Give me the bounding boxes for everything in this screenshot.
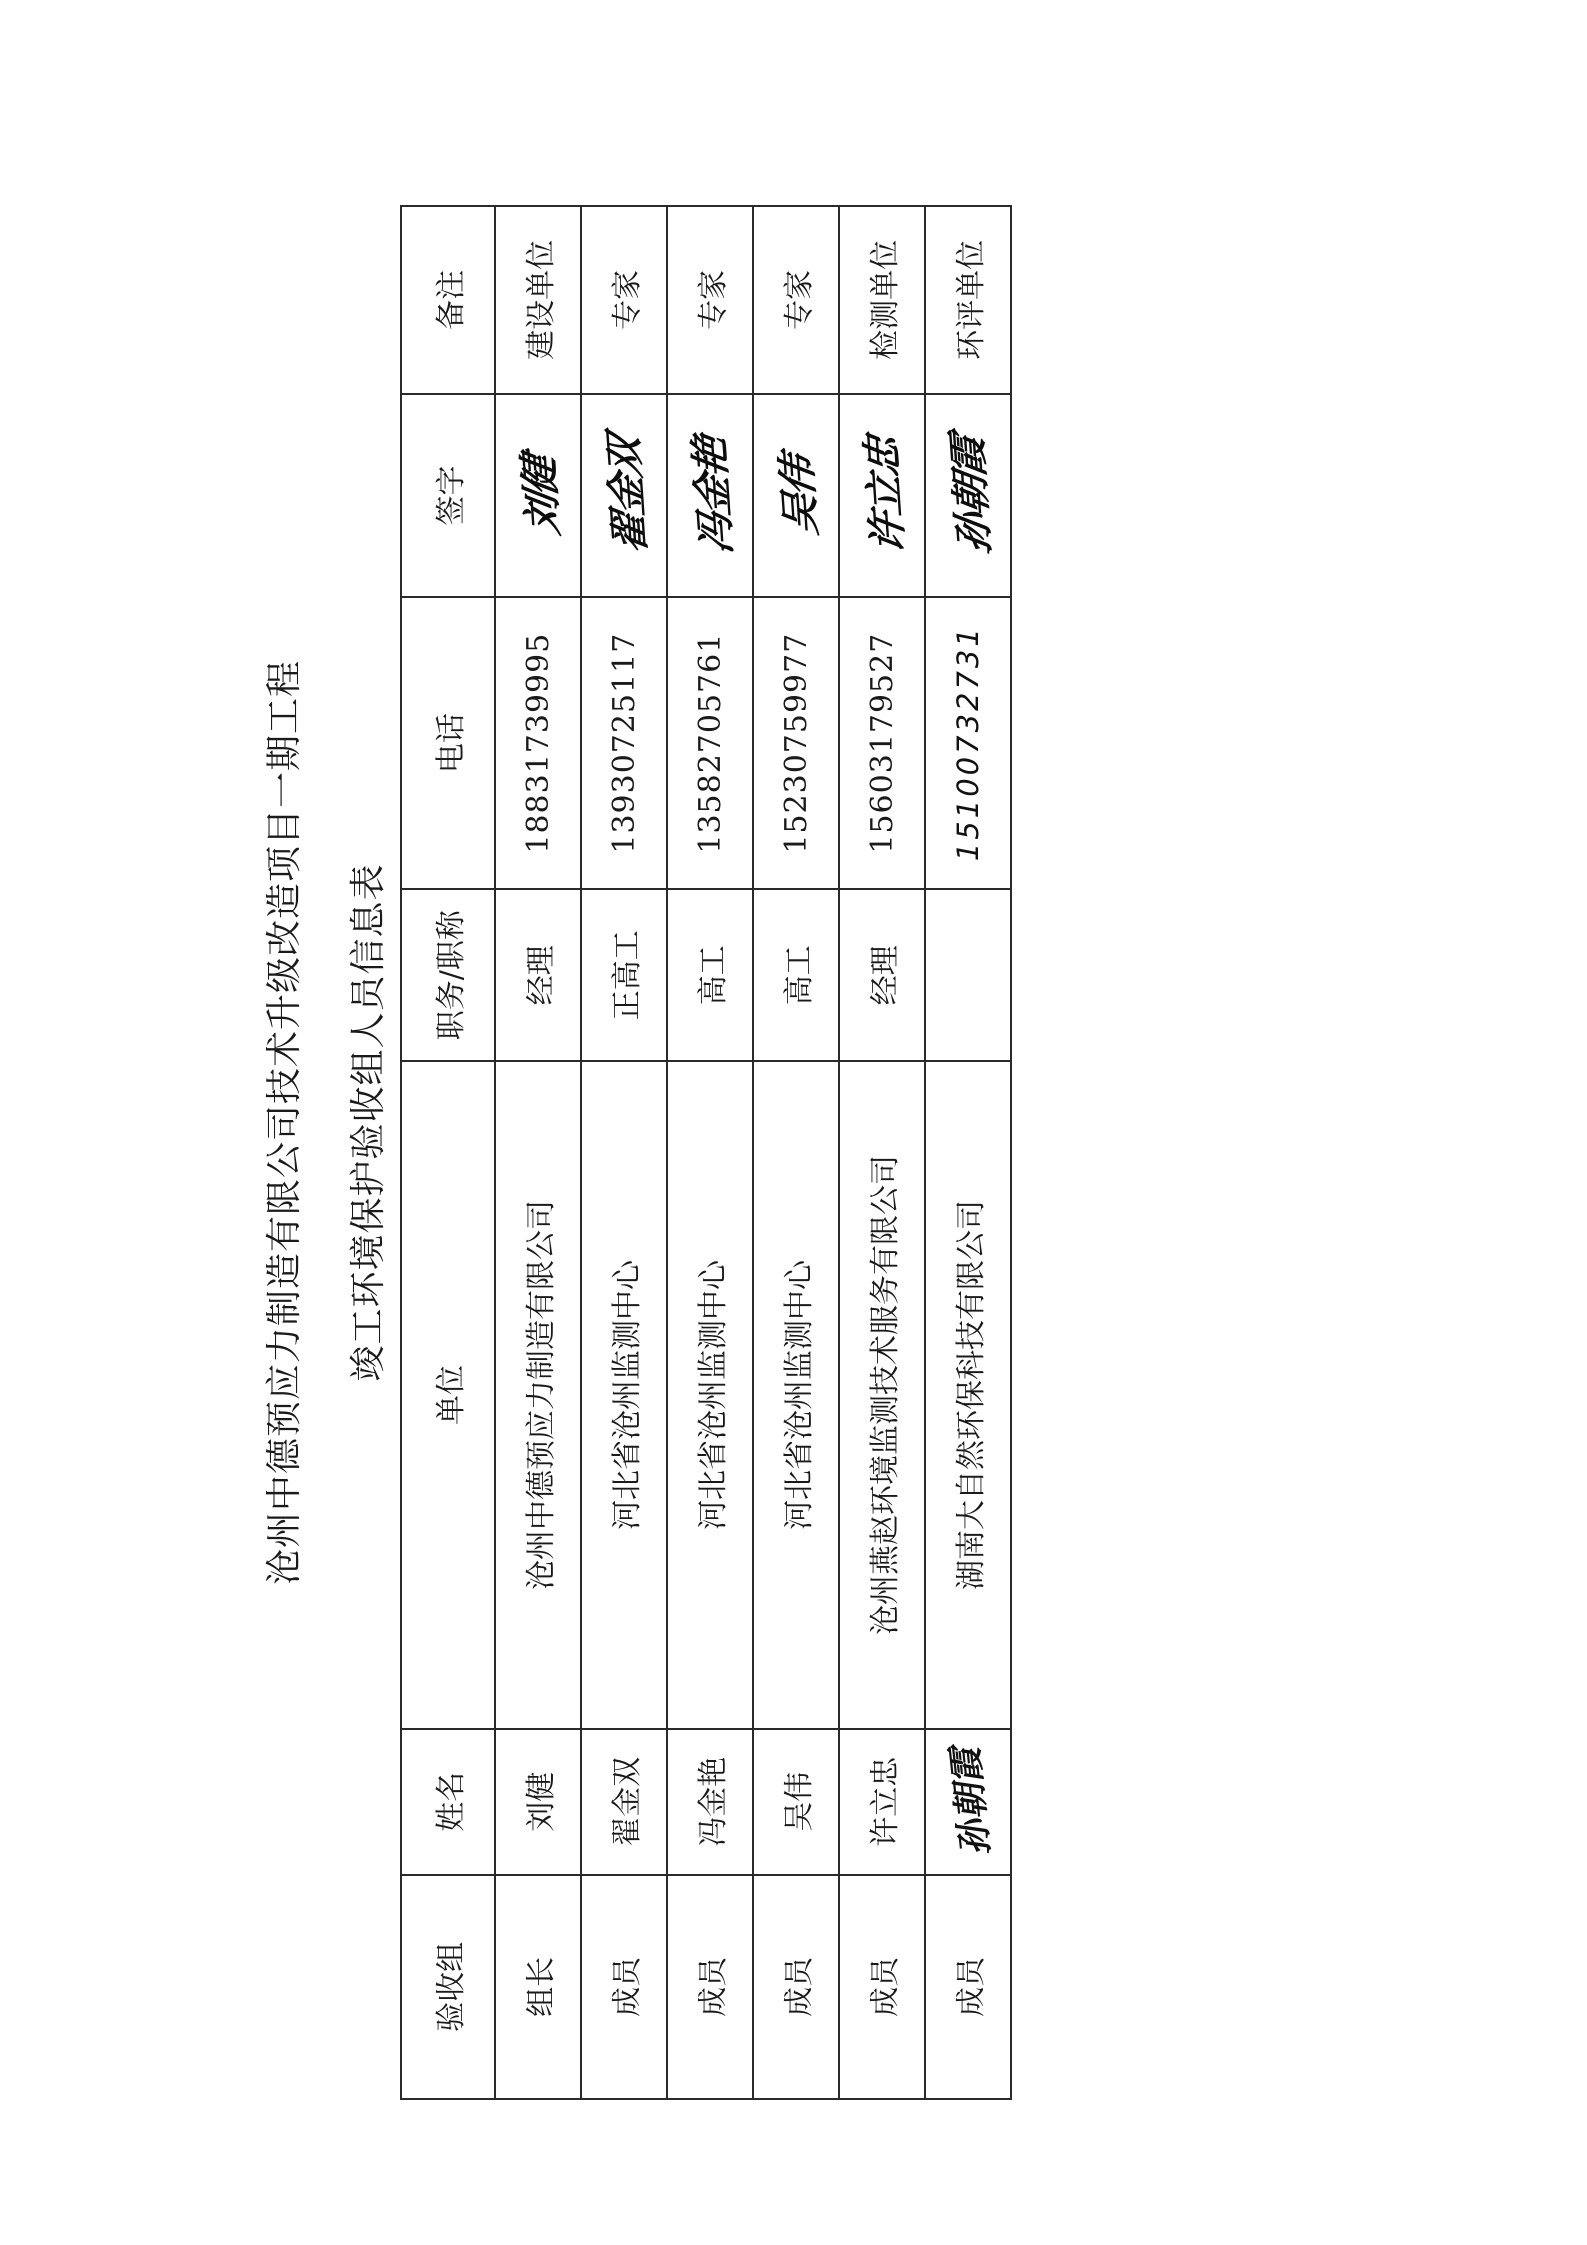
phone-cell: 13930725117: [581, 597, 667, 889]
unit-cell: 湖南大自然环保科技有限公司: [925, 1061, 1011, 1729]
table-row: [667, 206, 753, 2099]
group-cell: 成员: [667, 1875, 753, 2099]
name-cell: [925, 1729, 1011, 1875]
document-title: 沧州中德预应力制造有限公司技术升级改造项目一期工程: [264, 660, 305, 1586]
table-row: [753, 206, 839, 2099]
phone-cell: 15230759977: [753, 597, 839, 889]
group-cell: 成员: [925, 1875, 1011, 2099]
phone-cell: [925, 597, 1011, 889]
signature-cell: [839, 394, 925, 597]
header-signature: 签字: [401, 394, 495, 597]
note-cell: 建设单位: [495, 206, 581, 394]
title-cell: 经理: [495, 889, 581, 1061]
document-subtitle: 竣工环境保护验收组人员信息表: [348, 863, 389, 1382]
handwritten-signature: 翟金双: [599, 434, 655, 557]
signature-cell: [667, 394, 753, 597]
table-row: [839, 206, 925, 2099]
handwritten-signature: 吴伟: [772, 454, 826, 538]
unit-cell: 沧州燕赵环境监测技术服务有限公司: [839, 1061, 925, 1729]
handwritten-signature: 冯金艳: [685, 434, 741, 557]
handwritten-signature: 许立忠: [857, 434, 913, 557]
name-cell: 刘健: [495, 1729, 581, 1875]
group-cell: 成员: [581, 1875, 667, 2099]
phone-cell: 15603179527: [839, 597, 925, 889]
title-cell: 高工: [667, 889, 753, 1061]
unit-cell: 河北省沧州监测中心: [581, 1061, 667, 1729]
group-cell: 成员: [839, 1875, 925, 2099]
table-row: [581, 206, 667, 2099]
header-group: 验收组: [401, 1875, 495, 2099]
header-name: 姓名: [401, 1729, 495, 1875]
unit-cell: 河北省沧州监测中心: [753, 1061, 839, 1729]
header-title: 职务/职称: [401, 889, 495, 1061]
table-header-row: [401, 206, 495, 2099]
acceptance-team-table: [400, 205, 1012, 2100]
table-row: [495, 206, 581, 2099]
note-cell: 专家: [581, 206, 667, 394]
note-cell: 环评单位: [925, 206, 1011, 394]
title-cell: [925, 889, 1011, 1061]
name-cell: 吴伟: [753, 1729, 839, 1875]
handwritten-signature: 刘健: [514, 454, 568, 538]
note-cell: 检测单位: [839, 206, 925, 394]
name-cell: 冯金艳: [667, 1729, 753, 1875]
note-cell: 专家: [667, 206, 753, 394]
header-phone: 电话: [401, 597, 495, 889]
note-cell: 专家: [753, 206, 839, 394]
signature-cell: [753, 394, 839, 597]
signature-cell: [495, 394, 581, 597]
title-cell: 高工: [753, 889, 839, 1061]
group-cell: 成员: [753, 1875, 839, 2099]
handwritten-name: 孙朝霞: [943, 1745, 998, 1858]
table-row: [925, 206, 1011, 2099]
unit-cell: 沧州中德预应力制造有限公司: [495, 1061, 581, 1729]
handwritten-signature: 孙朝霞: [943, 434, 999, 557]
unit-cell: 河北省沧州监测中心: [667, 1061, 753, 1729]
signature-cell: [581, 394, 667, 597]
title-cell: 经理: [839, 889, 925, 1061]
header-unit: 单位: [401, 1061, 495, 1729]
title-cell: 正高工: [581, 889, 667, 1061]
group-cell: 组长: [495, 1875, 581, 2099]
phone-cell: 13582705761: [667, 597, 753, 889]
header-note: 备注: [401, 206, 495, 394]
name-cell: 许立忠: [839, 1729, 925, 1875]
handwritten-phone: 15100732731: [950, 625, 985, 862]
name-cell: 翟金双: [581, 1729, 667, 1875]
signature-cell: [925, 394, 1011, 597]
phone-cell: 18831739995: [495, 597, 581, 889]
